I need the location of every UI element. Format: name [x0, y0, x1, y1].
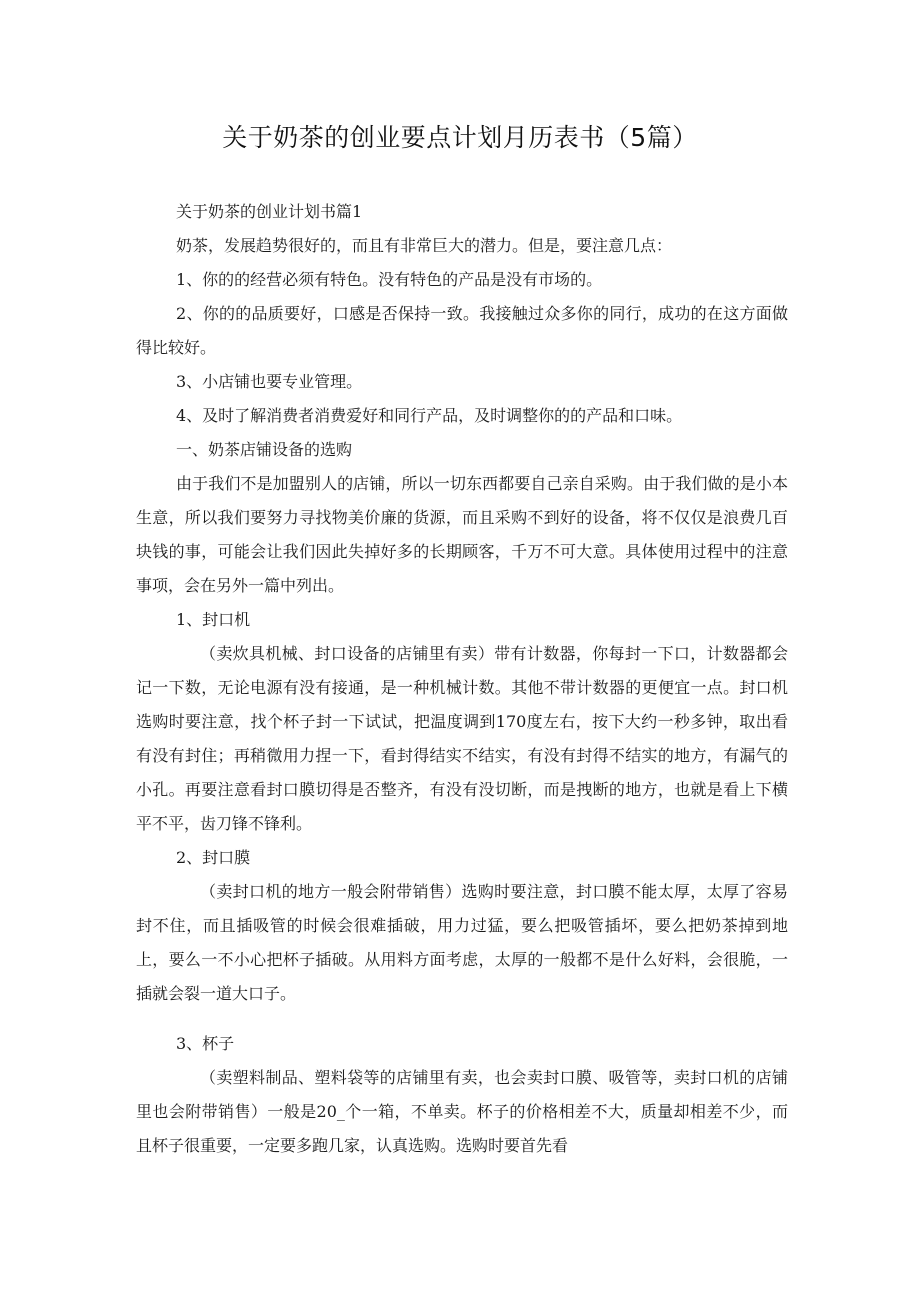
section-heading: 一、奶茶店铺设备的选购: [176, 440, 353, 459]
subsection-heading: 1、封口机: [176, 610, 251, 629]
subsection-heading: 2、封口膜: [176, 848, 251, 867]
section-heading: 关于奶茶的创业计划书篇1: [176, 202, 363, 221]
document-title: 关于奶茶的创业要点计划月历表书（5篇）: [222, 123, 698, 152]
paragraph: （卖封口机的地方一般会附带销售）选购时要注意，封口膜不能太厚，太厚了容易封不住，而且插吸管的时候会很难插破，用力过猛，要么把吸管插坏，要么把奶茶掉到地上，要么一不小心把杯子插破。从用料方面考虑，太厚的一般都不是什么好料，会很脆，一插就会裂一道大口子。: [136, 882, 788, 1003]
list-item: 1、你的的经营必须有特色。没有特色的产品是没有市场的。: [176, 270, 603, 289]
paragraph: 奶茶，发展趋势很好的，而且有非常巨大的潜力。但是，要注意几点：: [176, 236, 673, 255]
list-item: 4、及时了解消费者消费爱好和同行产品，及时调整你的的产品和口味。: [176, 406, 683, 425]
paragraph: 由于我们不是加盟别人的店铺，所以一切东西都要自己亲自采购。由于我们做的是小本生意，所以我们要努力寻找物美价廉的货源，而且采购不到好的设备，将不仅仅是浪费几百块钱的事，可能会让我们因此失掉好多的长期顾客，千万不可大意。具体使用过程中的注意事项，会在另外一篇中列出。: [136, 474, 788, 595]
subsection-heading: 3、杯子: [176, 1034, 235, 1053]
paragraph: （卖塑料制品、塑料袋等的店铺里有卖，也会卖封口膜、吸管等，卖封口机的店铺里也会附带销售）一般是20_个一箱，不单卖。杯子的价格相差不大，质量却相差不少，而且杯子很重要，一定要多跑几家，认真选购。选购时要首先看: [136, 1068, 788, 1155]
list-item: 3、小店铺也要专业管理。: [176, 372, 363, 391]
paragraph: （卖炊具机械、封口设备的店铺里有卖）带有计数器，你每封一下口，计数器都会记一下数，无论电源有没有接通，是一种机械计数。其他不带计数器的更便宜一点。封口机选购时要注意，找个杯子封一下试试，把温度调到170度左右，按下大约一秒多钟，取出看有没有封住；再稍微用力捏一下，看封得结实不结实，有没有封得不结实的地方，有漏气的小孔。再要注意看封口膜切得是否整齐，有没有没切断，而是拽断的地方，也就是看上下横平不平，齿刀锋不锋利。: [136, 644, 788, 833]
document-body: [136, 195, 788, 1163]
list-item: 2、你的的品质要好，口感是否保持一致。我接触过众多你的同行，成功的在这方面做得比较好。: [136, 304, 788, 357]
